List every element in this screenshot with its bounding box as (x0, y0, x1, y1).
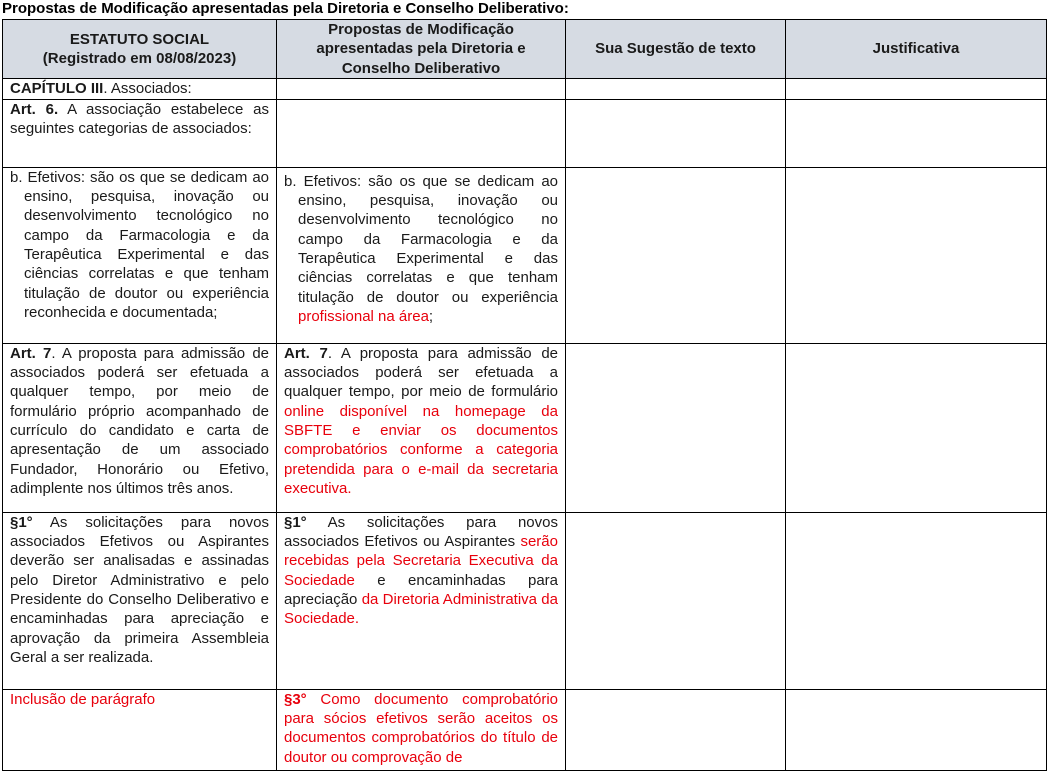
inclusao-note: Inclusão de parágrafo (10, 690, 156, 708)
cell-proposta (277, 343, 566, 512)
efetivos-text: b. Efetivos: são os que se dedicam ao ensino, pesquisa, inovação ou desenvolvimento tecnológico no campo da Farmacologia e da Terapêutica Experimental e das ciências correlatas e que tenham titulação de doutor ou experiência reconhecida e documentada; (10, 168, 269, 321)
art7-proposal-change: online disponível na homepage da SBFTE e enviar os documentos comprobatórios conforme a categoria pretendida para o e-mail da secretaria executiva. (284, 402, 558, 497)
cell-estatuto (3, 167, 277, 343)
art7-proposal-label: Art. 7 (284, 344, 328, 362)
table-row-inclusao (3, 689, 1047, 770)
cell-sugestao-input[interactable] (566, 512, 786, 689)
table-row-art7 (3, 343, 1047, 512)
art7-proposal-text: . A proposta para admissão de associados poderá ser efetuada a qualquer tempo, por meio de formulário (284, 344, 559, 401)
efetivos-proposal (284, 168, 558, 326)
cell-estatuto (3, 99, 277, 167)
art7-label: Art. 7 (10, 344, 52, 362)
efetivos-proposal-end: ; (428, 307, 434, 325)
header-estatuto-social (3, 20, 277, 79)
cell-estatuto (3, 343, 277, 512)
document-title: Propostas de Modificação apresentadas pela Diretoria e Conselho Deliberativo: (2, 0, 569, 17)
par1-proposal-text2: e encaminhadas para apreciação (284, 571, 558, 609)
header-sugestao: Sua Sugestão de texto (566, 20, 786, 79)
par1-label: §1° (10, 513, 33, 531)
cell-sugestao-input[interactable] (566, 343, 786, 512)
par1-proposal-change2: da Diretoria Administrativa da Sociedade. (284, 591, 558, 628)
art6-label: Art. 6. (10, 100, 59, 118)
cell-sugestao-input[interactable] (566, 99, 786, 167)
header-justificativa: Justificativa (786, 20, 1047, 79)
cell-proposta (277, 99, 566, 167)
table-row-efetivos (3, 167, 1047, 343)
header-estatuto-title: ESTATUTO SOCIAL (69, 30, 210, 48)
cell-justificativa-input[interactable] (786, 99, 1047, 167)
header-propostas: Propostas de Modificação apresentadas pela Diretoria e Conselho Deliberativo (277, 20, 566, 79)
efetivos-proposal-change: profissional na área (298, 307, 429, 325)
cell-sugestao-input[interactable] (566, 689, 786, 770)
cell-estatuto (3, 689, 277, 770)
efetivos-proposal-text: b. Efetivos: são os que se dedicam ao ensino, pesquisa, inovação ou desenvolvimento tecnológico no campo da Farmacologia e da Terapêutica Experimental e das ciências correlatas e que tenham titulação de doutor ou experiência (284, 172, 558, 306)
par3-proposal-label: §3° (284, 690, 307, 708)
art7-text: . A proposta para admissão de associados poderá ser efetuada a qualquer tempo, por meio de formulário próprio acompanhado de currículo do candidato e carta de apresentação de um associado Fundador, Honorário ou Efetivo, adimplente nos últimos três anos. (10, 344, 270, 497)
cell-estatuto (3, 78, 277, 99)
cell-sugestao-input[interactable] (566, 167, 786, 343)
cell-justificativa-input[interactable] (786, 78, 1047, 99)
par3-proposal-text: Como documento comprobatório para sócios efetivos serão aceitos os documentos comprobatórios do título de doutor ou comprovação de (284, 690, 558, 766)
cell-proposta (277, 167, 566, 343)
par1-proposal-text1: As solicitações para novos associados Efetivos ou Aspirantes (284, 513, 558, 551)
table-row-paragrafo1 (3, 512, 1047, 689)
table-row-art6 (3, 99, 1047, 167)
table-row-capitulo (3, 78, 1047, 99)
cell-sugestao-input[interactable] (566, 78, 786, 99)
capitulo-label: CAPÍTULO III (10, 79, 104, 97)
header-estatuto-date: (Registrado em 08/08/2023) (42, 49, 237, 67)
art6-text: A associação estabelece as seguintes categorias de associados: (10, 100, 269, 138)
table-header-row (3, 20, 1047, 79)
cell-justificativa-input[interactable] (786, 167, 1047, 343)
proposals-table (2, 19, 1047, 771)
par1-proposal-change1: serão recebidas pela Secretaria Executiva da Sociedade (284, 533, 558, 589)
cell-proposta (277, 512, 566, 689)
cell-proposta (277, 689, 566, 770)
cell-proposta (277, 78, 566, 99)
cell-justificativa-input[interactable] (786, 343, 1047, 512)
par1-proposal-label: §1° (284, 513, 307, 531)
cell-justificativa-input[interactable] (786, 512, 1047, 689)
par1-text: As solicitações para novos associados Efetivos ou Aspirantes deverão ser analisadas e assinadas pelo Diretor Administrativo e pelo Presidente do Conselho Deliberativo e encaminhadas para apreciação e aprovação da primeira Assembleia Geral a ser realizada. (10, 513, 269, 666)
cell-justificativa-input[interactable] (786, 689, 1047, 770)
cell-estatuto (3, 512, 277, 689)
capitulo-text: . Associados: (103, 79, 192, 97)
